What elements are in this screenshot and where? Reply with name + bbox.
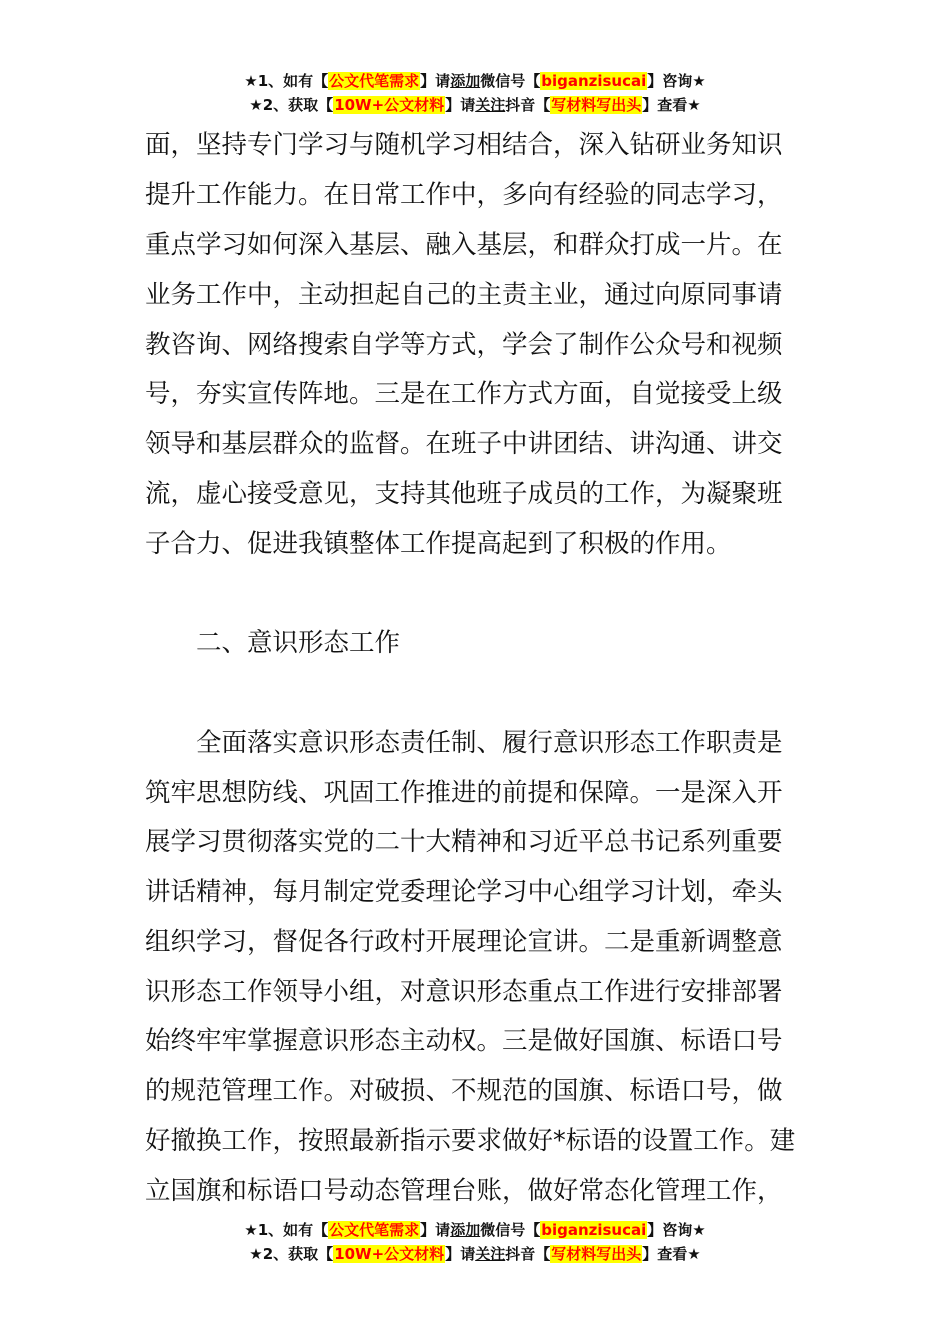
body-line: 全面落实意识形态责任制、履行意识形态工作职责是 [196, 728, 783, 758]
banner-highlight: 公文代笔需求 [329, 72, 420, 90]
banner-text: ★2、获取【 [249, 1245, 334, 1263]
banner-highlight: 写材料写出头 [551, 96, 642, 114]
banner-text: 】咨询★ [647, 1221, 706, 1239]
banner-highlight: biganzisucai [541, 1221, 647, 1239]
body-line: 领导和基层群众的监督。在班子中讲团结、讲沟通、讲交 [145, 429, 783, 459]
banner-text: 】请 [420, 1221, 451, 1239]
section-heading: 二、意识形态工作 [196, 628, 401, 658]
body-line: 好撤换工作，按照最新指示要求做好*标语的设置工作。建 [145, 1126, 796, 1156]
banner-highlight: 写材料写出头 [551, 1245, 642, 1263]
banner-highlight: 公文代笔需求 [329, 1221, 420, 1239]
banner-line-1 [0, 1219, 950, 1243]
banner-text: ★1、如有【 [244, 1221, 329, 1239]
body-line: 讲话精神，每月制定党委理论学习中心组学习计划，牵头 [145, 877, 783, 907]
body-line: 识形态工作领导小组，对意识形态重点工作进行安排部署 [145, 977, 783, 1007]
body-line: 展学习贯彻落实党的二十大精神和习近平总书记系列重要 [145, 827, 783, 857]
body-line: 面，坚持专门学习与随机学习相结合，深入钻研业务知识 [145, 130, 783, 160]
body-line: 子合力、促进我镇整体工作提高起到了积极的作用。 [145, 529, 732, 559]
banner-text: 抖音【 [505, 96, 551, 114]
banner-highlight: 10W+公文材料 [334, 1245, 445, 1263]
footer-banner [0, 1219, 950, 1267]
body-line: 流，虚心接受意见，支持其他班子成员的工作，为凝聚班 [145, 479, 783, 509]
body-line: 提升工作能力。在日常工作中，多向有经验的同志学习， [145, 180, 783, 210]
banner-text: 抖音【 [505, 1245, 551, 1263]
body-line: 立国旗和标语口号动态管理台账，做好常态化管理工作， [145, 1176, 783, 1206]
banner-line-2 [0, 94, 950, 118]
body-line: 始终牢牢掌握意识形态主动权。三是做好国旗、标语口号 [145, 1026, 783, 1056]
banner-text: 】请 [445, 96, 476, 114]
body-line: 的规范管理工作。对破损、不规范的国旗、标语口号，做 [145, 1076, 783, 1106]
banner-highlight: biganzisucai [541, 72, 647, 90]
banner-underlined-text: 添加 [450, 1221, 481, 1239]
banner-underlined-text: 关注 [475, 1245, 506, 1263]
body-line: 组织学习，督促各行政村开展理论宣讲。二是重新调整意 [145, 927, 783, 957]
banner-text: 微信号【 [480, 1221, 541, 1239]
body-line: 号，夯实宣传阵地。三是在工作方式方面，自觉接受上级 [145, 379, 783, 409]
banner-text: 】查看★ [642, 1245, 701, 1263]
banner-text: 微信号【 [480, 72, 541, 90]
banner-text: ★2、获取【 [249, 96, 334, 114]
banner-line-1 [0, 70, 950, 94]
body-line: 筑牢思想防线、巩固工作推进的前提和保障。一是深入开 [145, 778, 783, 808]
banner-text: ★1、如有【 [244, 72, 329, 90]
body-line: 教咨询、网络搜索自学等方式，学会了制作公众号和视频 [145, 330, 783, 360]
header-banner [0, 70, 950, 118]
body-line: 重点学习如何深入基层、融入基层，和群众打成一片。在 [145, 230, 783, 260]
banner-text: 】请 [420, 72, 451, 90]
banner-line-2 [0, 1243, 950, 1267]
banner-underlined-text: 关注 [475, 96, 506, 114]
body-line: 业务工作中，主动担起自己的主责主业，通过向原同事请 [145, 280, 783, 310]
banner-text: 】请 [445, 1245, 476, 1263]
banner-text: 】咨询★ [647, 72, 706, 90]
banner-underlined-text: 添加 [450, 72, 481, 90]
banner-highlight: 10W+公文材料 [334, 96, 445, 114]
banner-text: 】查看★ [642, 96, 701, 114]
